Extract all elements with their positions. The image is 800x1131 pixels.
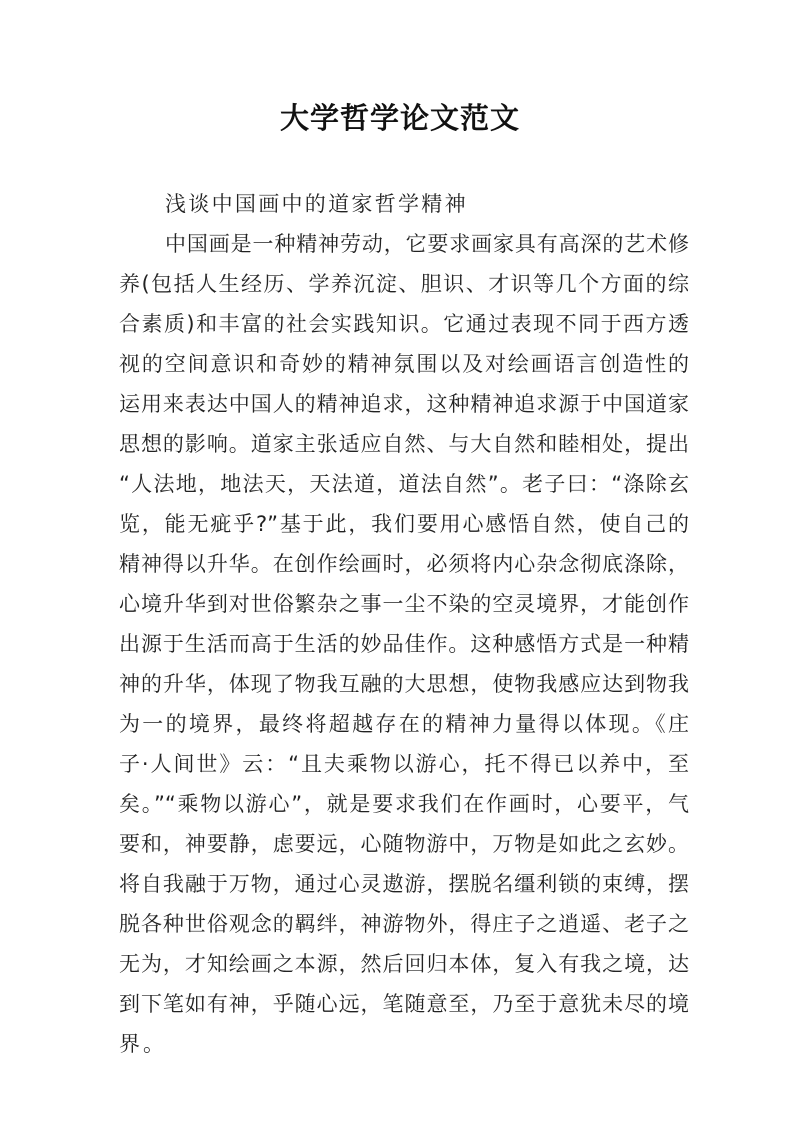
paragraph-line: 视的空间意识和奇妙的精神氛围以及对绘画语言创造性的 [119,352,689,376]
paragraph-line: 神的升华，体现了物我互融的大思想，使物我感应达到物我 [119,672,689,696]
paragraph-line: 脱各种世俗观念的羁绊，神游物外，得庄子之逍遥、老子之 [119,912,689,936]
paragraph-line: 矣。”“乘物以游心”，就是要求我们在作画时，心要平，气 [119,792,689,816]
paragraph-line: 界。 [119,1032,167,1056]
paragraph-line: 中国画是一种精神劳动，它要求画家具有高深的艺术修 [165,232,689,256]
paragraph-line: 出源于生活而高于生活的妙品佳作。这种感悟方式是一种精 [119,632,689,656]
paragraph-line: 运用来表达中国人的精神追求，这种精神追求源于中国道家 [119,392,689,416]
paragraph-line: 无为，才知绘画之本源，然后回归本体，复入有我之境，达 [119,952,689,976]
paragraph-line: 心境升华到对世俗繁杂之事一尘不染的空灵境界，才能创作 [119,592,689,616]
paragraph-line: 要和，神要静，虑要远，心随物游中，万物是如此之玄妙。 [119,832,689,856]
paragraph-line: 子·人间世》云：“且夫乘物以游心，托不得已以养中，至 [119,752,689,776]
document-subtitle: 浅谈中国画中的道家哲学精神 [165,192,468,216]
paragraph-line: 思想的影响。道家主张适应自然、与大自然和睦相处，提出 [119,432,689,456]
paragraph-line: 养(包括人生经历、学养沉淀、胆识、才识等几个方面的综 [119,272,689,296]
document-title: 大学哲学论文范文 [279,101,520,135]
paragraph-line: 将自我融于万物，通过心灵遨游，摆脱名缰利锁的束缚，摆 [119,872,689,896]
paragraph-line: 到下笔如有神，乎随心远，笔随意至，乃至于意犹未尽的境 [119,992,689,1016]
paragraph-line: 为一的境界，最终将超越存在的精神力量得以体现。《庄 [119,712,689,736]
paragraph-line: 合素质)和丰富的社会实践知识。它通过表现不同于西方透 [119,312,689,336]
paragraph-line: “人法地，地法天，天法道，道法自然”。老子曰：“涤除玄 [119,472,689,496]
paragraph-line: 精神得以升华。在创作绘画时，必须将内心杂念彻底涤除， [119,552,689,576]
paragraph-line: 览，能无疵乎?”基于此，我们要用心感悟自然，使自己的 [119,512,689,536]
